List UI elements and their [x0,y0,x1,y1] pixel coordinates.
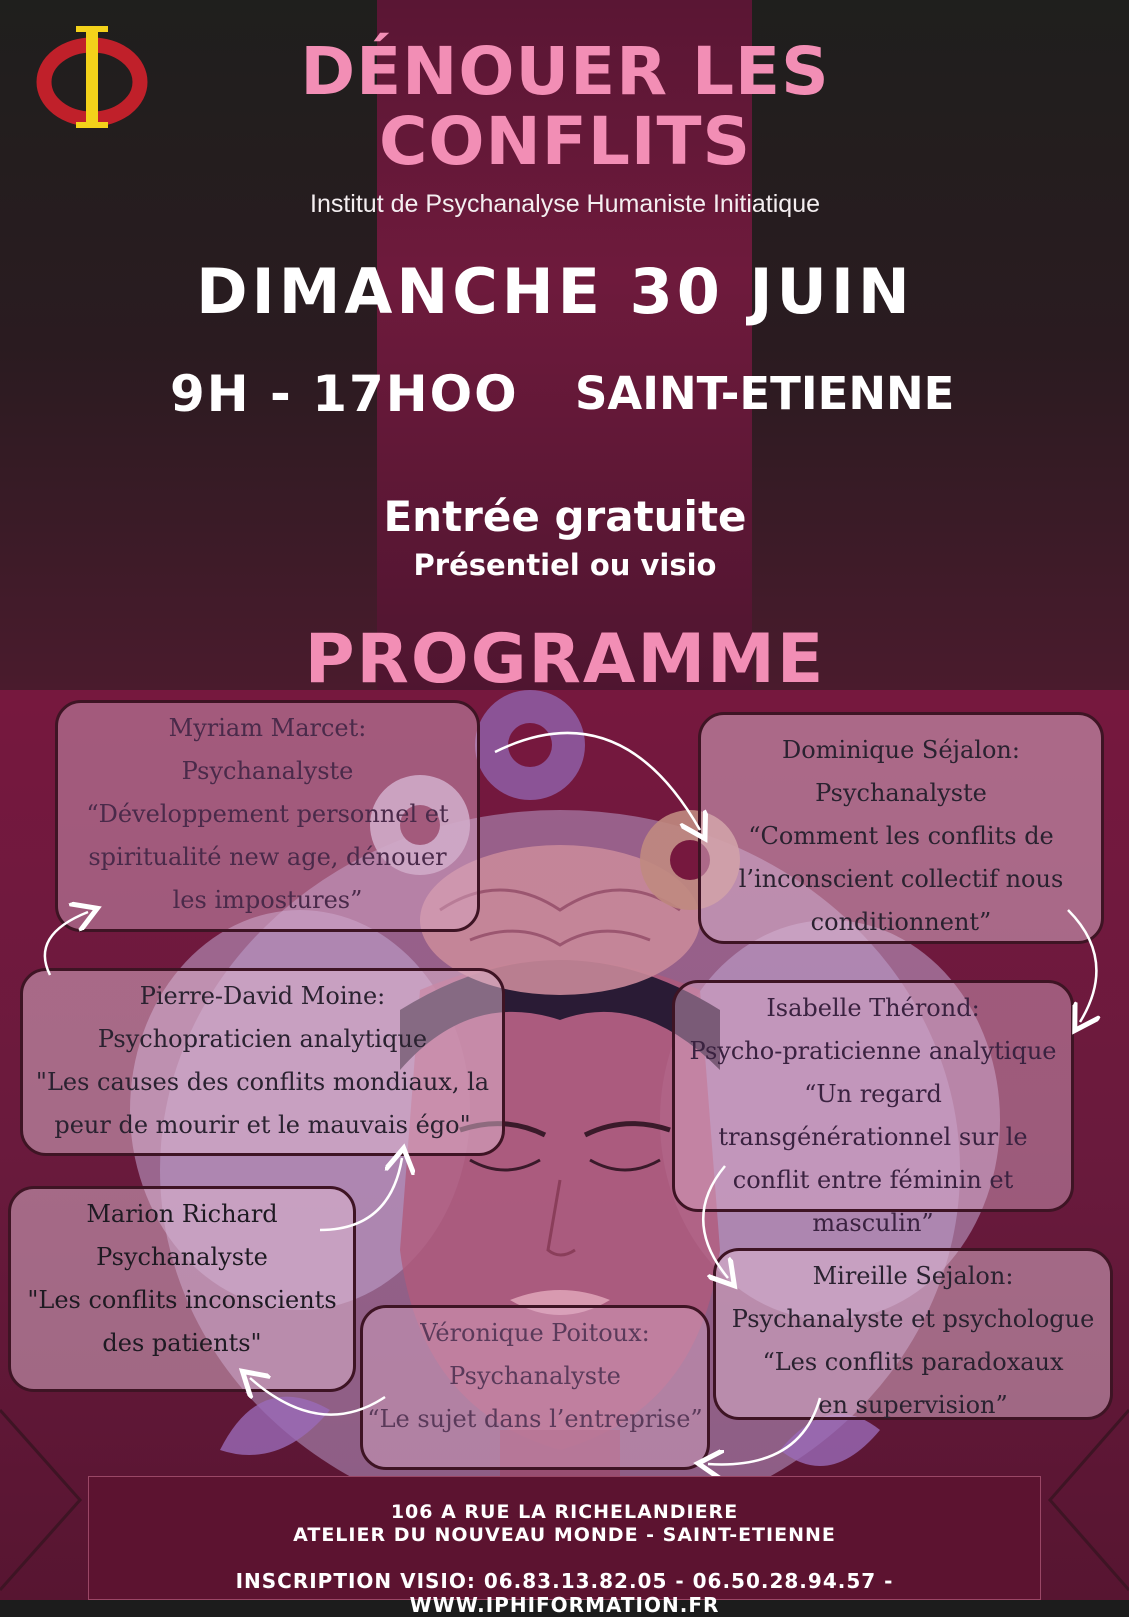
speaker-name: Mireille Sejalon: [812,1262,1014,1290]
speaker-role: Psycho-praticienne analytique [689,1037,1057,1065]
footer-info-panel [88,1476,1041,1617]
speaker-name: Véronique Poitoux: [420,1319,650,1347]
speaker-topic: “Les conflits paradoxaux en supervision” [762,1348,1064,1419]
speaker-topic: “Un regard transgénérationnel sur le conflit entre féminin et masculin” [718,1080,1028,1237]
speaker-topic: “Le sujet dans l’entreprise” [367,1405,703,1433]
speaker-role: Psychanalyste [449,1362,621,1390]
speaker-topic: “Développement personnel et spiritualité new age, dénouer les impostures” [86,800,449,914]
event-date: DIMANCHE 30 JUIN [196,255,914,328]
entry-info: Entrée gratuite [383,492,747,541]
speaker-card-pierre-david-moine [20,968,505,1156]
speaker-card-myriam-marcet [55,700,480,932]
programme-heading: PROGRAMME [304,620,826,699]
speaker-role: Psychanalyste [96,1243,268,1271]
speaker-name: Pierre-David Moine: [139,982,386,1010]
speaker-card-dominique-sejalon [698,712,1104,944]
speaker-name: Marion Richard [86,1200,278,1228]
event-time: 9H - 17HOO [170,365,519,423]
footer-contact: INSCRIPTION VISIO: 06.83.13.82.05 - 06.50.28.94.57 - WWW.IPHIFORMATION.FR [235,1569,894,1617]
event-title-line2: CONFLITS [378,103,752,180]
speaker-topic: "Les causes des conflits mondiaux, la peur de mourir et le mauvais égo" [35,1068,490,1139]
footer-address: 106 A RUE LA RICHELANDIERE [390,1501,739,1523]
event-title-line1: DÉNOUER LES [300,33,830,110]
institute-name: Institut de Psychanalyse Humaniste Initiatique [310,190,820,218]
speaker-card-veronique-poitoux [360,1305,710,1470]
event-city: SAINT-ETIENNE [575,367,955,420]
speaker-name: Dominique Séjalon: [782,736,1020,764]
speaker-role: Psychanalyste et psychologue [731,1305,1095,1333]
speaker-topic: "Les conflits inconscients des patients" [27,1286,337,1357]
speaker-card-marion-richard [8,1186,356,1392]
speaker-card-mireille-sejalon [713,1248,1113,1420]
speaker-role: Psychopraticien analytique [97,1025,428,1053]
speaker-role: Psychanalyste [815,779,987,807]
speaker-topic: “Comment les conflits de l’inconscient collectif nous conditionnent” [738,822,1064,936]
speaker-card-isabelle-therond [672,980,1074,1237]
speaker-name: Isabelle Thérond: [766,994,980,1022]
footer-venue: ATELIER DU NOUVEAU MONDE - SAINT-ETIENNE [293,1524,836,1546]
speaker-role: Psychanalyste [181,757,354,785]
attendance-mode: Présentiel ou visio [413,548,717,582]
speaker-name: Myriam Marcet: [168,714,367,742]
phi-logo [30,22,160,137]
